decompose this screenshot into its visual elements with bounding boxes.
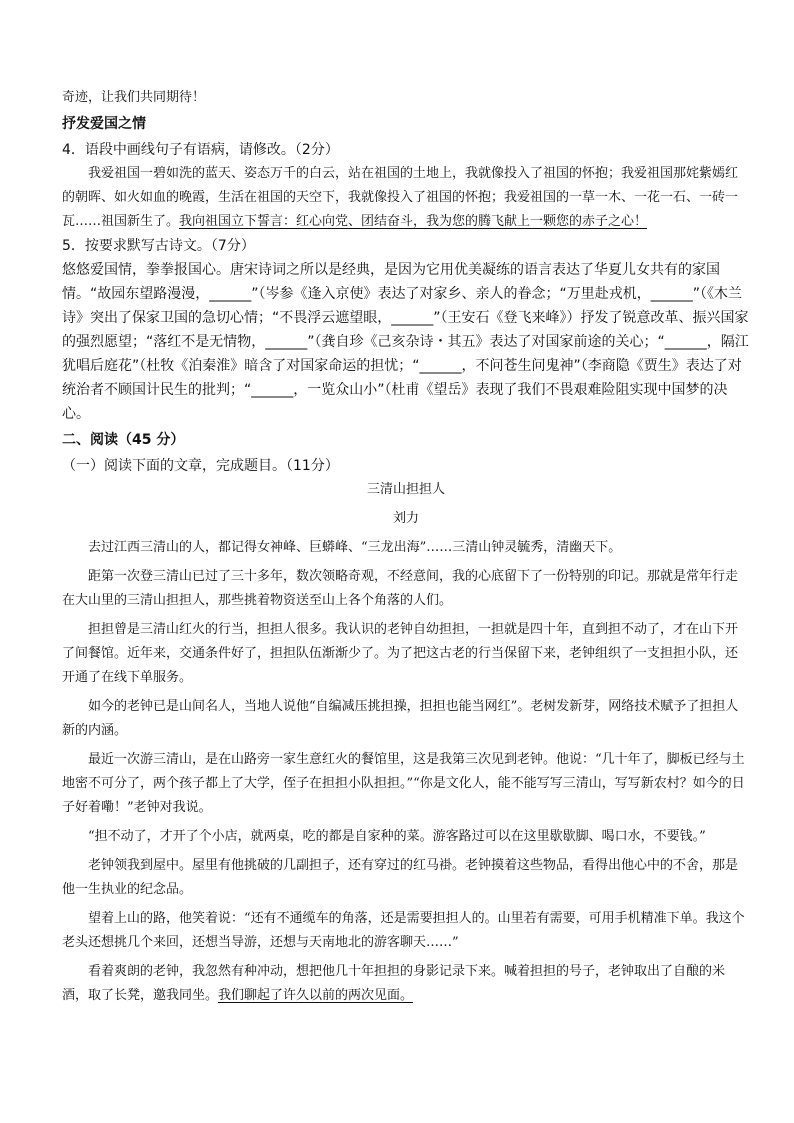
q5-text: 悠悠爱国情，拳拳报国心。唐宋诗词之所以是经典，是因为它用优美凝练的语言表达了华夏儿女共有的家国情。“故园东望路漫漫，______”（岑参《逢入京使》表达了对家乡、亲人的眷念；“万里赴戎机，______”（《木兰诗》突出了保家卫国的急切心情；“不畏浮云遮望眼，______”（王安石《登飞来峰》）抒发了锐意改革、振兴国家的强烈愿望；“落红不是无情物，______”（龚自珍《己亥杂诗・其五》表达了对国家前途的关心；“______，隔江犹唱后庭花”（杜牧《泊秦淮》暗含了对国家命运的担忧；“______，不问苍生问鬼神”（李商隐《贾生》表达了对统治者不顾国计民生的批判；“______，一览众山小”（杜甫《望岳》表现了我们不畏艰难险阻实现中国梦的决心。	[62, 262, 749, 422]
article-title: 三清山担担人	[366, 482, 445, 497]
article-paragraph: 距第一次登三清山已过了三十多年，数次领略奇观，不经意间，我的心底留下了一份特别的印记。那就是常年行走在大山里的三清山担担人，那些挑着物资送至山上各个角落的人们。	[62, 569, 739, 608]
q4-passage-plain: 我爱祖国一碧如洗的蓝天、姿态万千的白云，站在祖国的土地上，我就像投入了祖国的怀抱；我爱祖国那姹紫嫣红的朝晖、如火如血的晚霞，生活在祖国的天空下，我就像投入了祖国的怀抱；我爱祖国的一草一木、一花一石、一砖一瓦……祖国新生了。	[62, 166, 739, 229]
article-paragraph: 如今的老钟已是山间名人，当地人说他“自编减压挑担操，担担也能当网红”。老树发新芽，网络技术赋予了担担人新的内涵。	[62, 699, 739, 738]
q5-prompt: 5．按要求默写古诗文。（7分）	[62, 238, 255, 254]
article-last-paragraph	[62, 960, 750, 1008]
article-paragraph: 最近一次游三清山，是在山路旁一家生意红火的餐馆里，这是我第三次见到老钟。他说：“几十年了，脚板已经与土地密不可分了，两个孩子都上了大学，侄子在担担小队担担。”“你是文化人，能不能写写三清山，写写新农村？如今的日子好着嘞！”老钟对我说。	[62, 752, 745, 815]
article-paragraph: “担不动了，才开了个小店，就两桌，吃的都是自家种的菜。游客路过可以在这里歇歇脚、喝口水，不要钱。”	[88, 829, 706, 844]
article-author: 刘力	[392, 511, 419, 526]
q4-passage	[62, 162, 750, 234]
article-paragraph: 老钟领我到屋中。屋里有他挑破的几副担子，还有穿过的红马褂。老钟摸着这些物品，看得出他心中的不舍，那是他一生执业的纪念品。	[62, 858, 739, 897]
last-paragraph-plain: 看着爽朗的老钟，我忽然有种冲动，想把他几十年担担的身影记录下来。喊着担担的号子，老钟取出了自酿的米酒，取了长凳，邀我同坐。	[62, 964, 726, 1003]
article-paragraph: 去过江西三清山的人，都记得女神峰、巨蟒峰、“三龙出海”……三清山钟灵毓秀，清幽天下。	[88, 540, 622, 555]
article	[62, 478, 750, 1008]
article-paragraph: 望着上山的路，他笑着说：“还有不通缆车的角落，还是需要担担人的。山里若有需要，可用手机精准下单。我这个老头还想挑几个来回，还想当导游，还想与天南地北的游客聊天……”	[62, 911, 745, 950]
part2-heading: 二、阅读（45 分）	[62, 432, 185, 448]
last-paragraph-underlined: 我们聊起了许久以前的两次见面。	[218, 988, 414, 1003]
part2-subheading: （一）阅读下面的文章，完成题目。（11分）	[62, 458, 339, 474]
q4-underlined-sentence: 我向祖国立下誓言：红心向党、团结奋斗，我为您的腾飞献上一颗您的赤子之心！	[179, 214, 648, 229]
section-heading: 抒发爱国之情	[62, 116, 146, 132]
article-paragraph: 担担曾是三清山红火的行当，担担人很多。我认识的老钟自幼担担，一担就是四十年，直到担不动了，才在山下开了间餐馆。近年来，交通条件好了，担担队伍渐渐少了。为了把这古老的行当保留下来，老钟组织了一支担担小队，还开通了在线下单服务。	[62, 622, 739, 685]
q4-prompt: 4．语段中画线句子有语病，请修改。（2分）	[62, 142, 339, 158]
top-line: 奇迹，让我们共同期待！	[62, 90, 206, 105]
